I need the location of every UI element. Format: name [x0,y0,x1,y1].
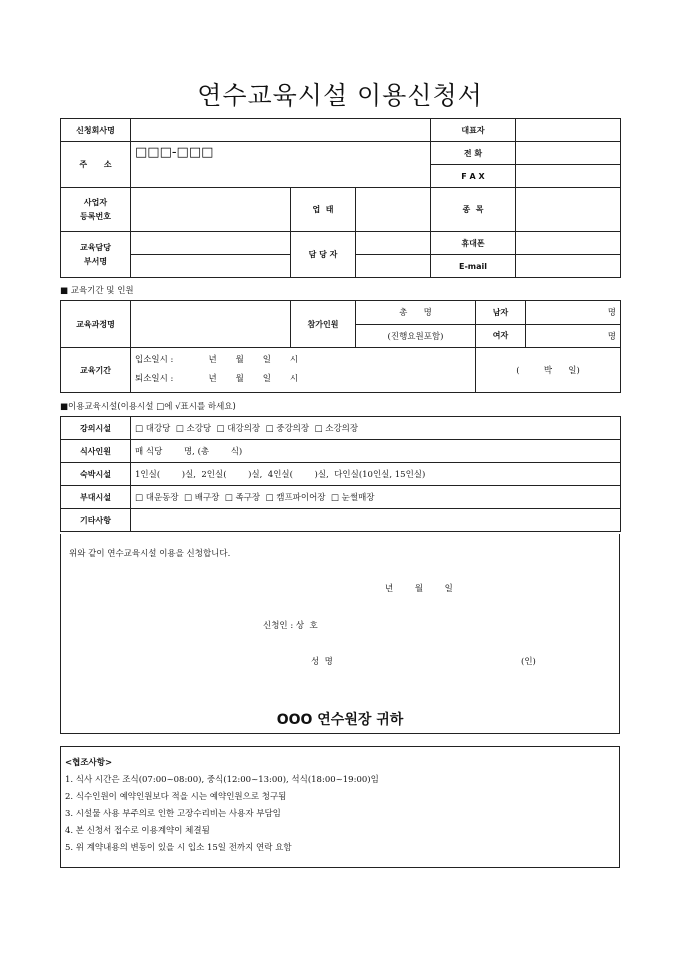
bizno-field[interactable] [131,188,291,232]
bizno-label: 사업자 등록번호 [61,188,131,232]
email-field[interactable] [516,255,621,278]
business-field[interactable] [356,188,431,232]
course-label: 교육과정명 [61,301,131,348]
address-label: 주 소 [61,142,131,188]
recipient-line: OOO 연수원장 귀하 [276,712,404,728]
section-facilities-title: ■이용교육시설(이용시설 □에 √표시를 하세요) [60,402,236,412]
notes-box [60,746,620,868]
total-note: (진행요원포함) [356,324,476,348]
lodging-label: 숙박시설 [61,463,131,486]
total-participants: 총 명 [356,301,476,325]
category-label: 종 목 [431,188,516,232]
note-item: 5. 위 계약내용의 변동이 있을 시 입소 15일 전까지 연락 요함 [65,843,292,853]
category-field[interactable] [516,188,621,232]
note-item: 3. 시설물 사용 부주의로 인한 고장수리비는 사용자 부담임 [65,809,281,819]
applicant-name-line: 성 명 [311,657,333,667]
course-field[interactable] [131,301,291,348]
female-count[interactable]: 명 [526,324,621,348]
extra-label: 부대시설 [61,486,131,509]
other-label: 기타사항 [61,509,131,532]
company-field[interactable] [131,119,431,142]
manager-label: 담 당 자 [291,232,356,278]
period-label: 교육기간 [61,348,131,393]
page-title: 연수교육시설 이용신청서 [197,81,483,110]
note-item: 2. 식수인원이 예약인원보다 적을 시는 예약인원으로 청구됨 [65,792,287,802]
ceo-label: 대표자 [431,119,516,142]
section-education-title: ■ 교육기간 및 인원 [60,286,134,296]
nights-field[interactable]: ( 박 일) [476,348,621,393]
note-item: 4. 본 신청서 접수로 이용계약이 체결됨 [65,826,210,836]
fax-field[interactable] [516,165,621,188]
business-label: 업 태 [291,188,356,232]
manager-field[interactable] [356,232,431,255]
participants-label: 참가인원 [291,301,356,348]
fax-label: F A X [431,165,516,188]
manager-field-2[interactable] [356,255,431,278]
phone-field[interactable] [516,142,621,165]
email-label: E-mail [431,255,516,278]
checkout-line: 퇴소일시 : 년 월 일 시 [135,374,299,384]
dept-label: 교육담당 부서명 [61,232,131,278]
lecture-options[interactable]: □ 대강당 □ 소강당 □ 대강의장 □ 중강의장 □ 소강의장 [131,417,621,440]
mobile-field[interactable] [516,232,621,255]
checkin-line: 입소일시 : 년 월 일 시 [135,355,299,365]
address-field[interactable]: □□□-□□□ [131,142,431,188]
lecture-label: 강의시설 [61,417,131,440]
period-field[interactable] [131,348,476,393]
declaration-box [60,534,620,734]
mobile-label: 휴대폰 [431,232,516,255]
meal-field[interactable]: 매 식당 명, (총 식) [131,440,621,463]
ceo-field[interactable] [516,119,621,142]
education-table [60,300,621,393]
seal-mark: (인) [521,657,536,667]
dept-field-2[interactable] [131,255,291,278]
phone-label: 전 화 [431,142,516,165]
date-line: 년 월 일 [385,584,453,594]
lodging-field[interactable]: 1인실( )실, 2인실( )실, 4인실( )실, 다인실(10인실, 15인실) [131,463,621,486]
notes-title: <협조사항> [65,758,113,768]
applicant-table [60,118,621,278]
applicant-company-line: 신청인 : 상 호 [263,621,318,631]
other-field[interactable] [131,509,621,532]
meal-label: 식사인원 [61,440,131,463]
male-count[interactable]: 명 [526,301,621,325]
declaration-text: 위와 같이 연수교육시설 이용을 신청합니다. [69,549,231,559]
facilities-table [60,416,621,532]
note-item: 1. 식사 시간은 조식(07:00~08:00), 중식(12:00~13:00), 석식(18:00~19:00)임 [65,775,379,785]
extra-options[interactable]: □ 대운동장 □ 배구장 □ 족구장 □ 캠프파이어장 □ 눈썰매장 [131,486,621,509]
male-label: 남자 [476,301,526,325]
female-label: 여자 [476,324,526,348]
company-label: 신청회사명 [61,119,131,142]
dept-field[interactable] [131,232,291,255]
